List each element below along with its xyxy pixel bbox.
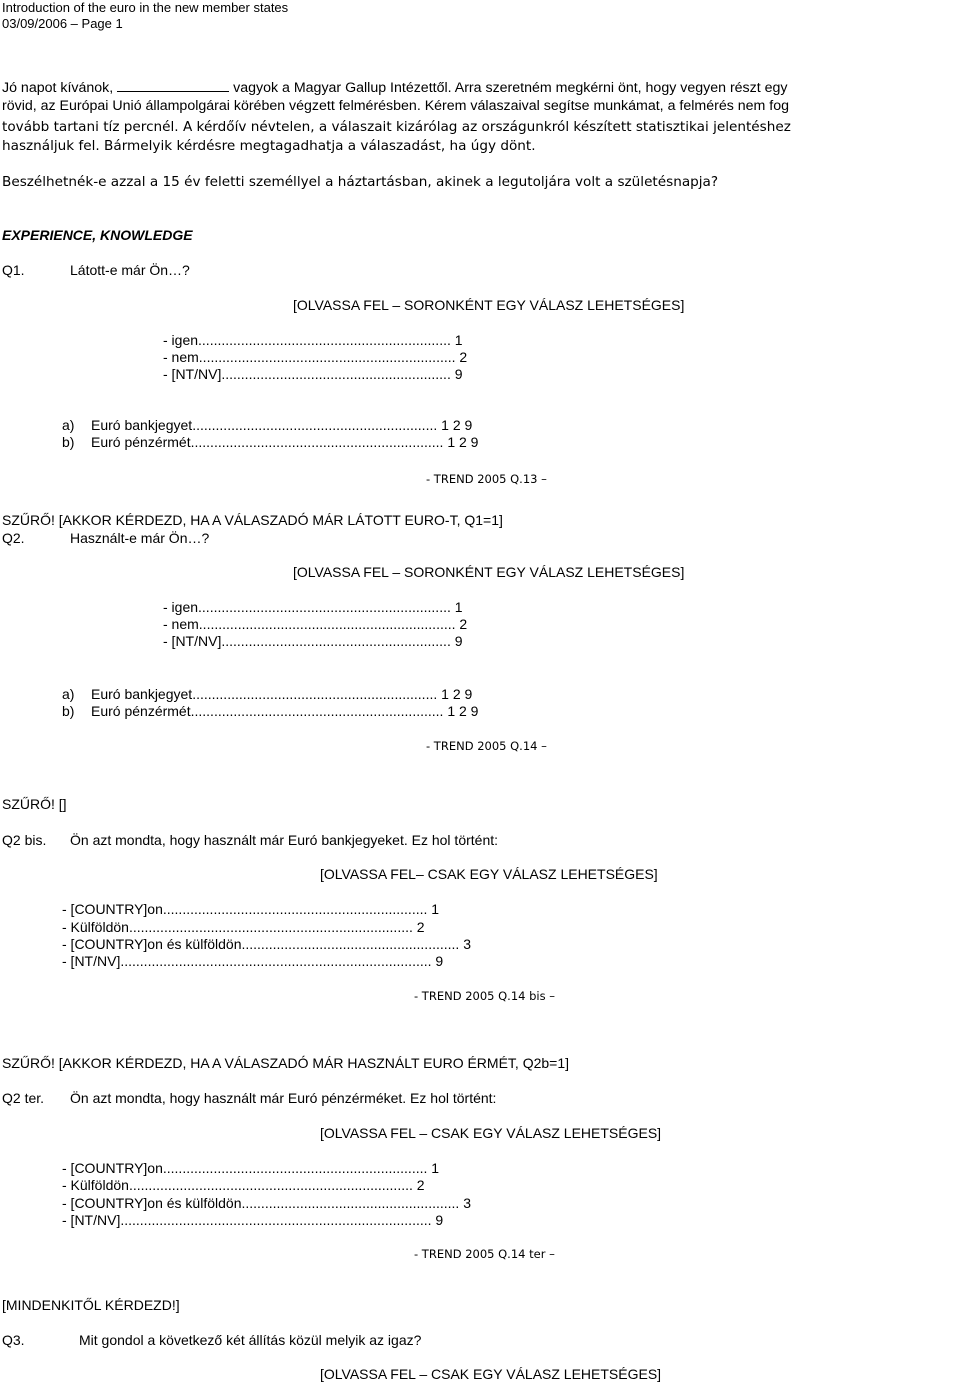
screener-question: Beszélhetnék-e azzal a 15 év feletti személlyel a háztartásban, akinek a legutoljára volt a születésnapja? [2,174,719,190]
q2ter-number: Q2 ter. [2,1090,45,1106]
q2bis-option-ntnv: - [NT/NV]................................................................................ 9 [62,953,444,969]
q2ter-option-ntnv: - [NT/NV]................................................................................ 9 [62,1212,444,1228]
greeting: Jó napot kívánok, [2,80,114,96]
q2ter-filter: SZŰRŐ! [AKKOR KÉRDEZD, HA A VÁLASZADÓ MÁR HASZNÁLT EURO ÉRMÉT, Q2b=1] [2,1055,570,1071]
ask-all-instruction: [MINDENKITŐL KÉRDEZD!] [2,1297,180,1313]
section-title: EXPERIENCE, KNOWLEDGE [2,227,193,243]
q2ter-option-country: - [COUNTRY]on.................................................................... 1 [62,1160,440,1176]
q2-trend: - TREND 2005 Q.14 – [426,739,547,753]
intro-line-1 [2,79,788,98]
intro-line-2: rövid, az Európai Unió állampolgárai körében végzett felmérésben. Kérem válaszaival segítse munkámat, a felmérés nem fog [2,98,790,114]
q2-option-nem: - nem.................................................................. 2 [163,616,468,632]
q2ter-instruction: [OLVASSA FEL – CSAK EGY VÁLASZ LEHETSÉGES] [320,1125,662,1141]
q2-number: Q2. [2,530,25,546]
q1-option-ntnv: - [NT/NV]........................................................... 9 [163,366,463,382]
document-title: Introduction of the euro in the new member states [2,0,289,15]
q2bis-number: Q2 bis. [2,832,47,848]
q2ter-option-abroad: - Külföldön......................................................................... 2 [62,1177,425,1193]
q1-number: Q1. [2,262,25,278]
q2-item-b: b) Euró pénzérmét................................................................. 1 2 9 [62,703,479,719]
q2ter-option-both: - [COUNTRY]on és külföldön........................................................ 3 [62,1195,471,1211]
q1-option-igen: - igen................................................................. 1 [163,332,463,348]
q2bis-option-country: - [COUNTRY]on.................................................................... 1 [62,901,440,917]
q2bis-instruction: [OLVASSA FEL– CSAK EGY VÁLASZ LEHETSÉGES] [320,866,658,882]
q2-item-a: a) Euró bankjegyet............................................................... 1 2 9 [62,686,473,702]
q2-option-igen: - igen................................................................. 1 [163,599,463,615]
q3-instruction: [OLVASSA FEL – CSAK EGY VÁLASZ LEHETSÉGES] [320,1366,662,1382]
q2-instruction: [OLVASSA FEL – SORONKÉNT EGY VÁLASZ LEHETSÉGES] [293,564,685,580]
q2-filter: SZŰRŐ! [AKKOR KÉRDEZD, HA A VÁLASZADÓ MÁR LÁTOTT EURO-T, Q1=1] [2,512,503,528]
q1-instruction: [OLVASSA FEL – SORONKÉNT EGY VÁLASZ LEHETSÉGES] [293,297,685,313]
intro-line-3: tovább tartani tíz percnél. A kérdőív névtelen, a válaszait kizárólag az országunkról készített statisztikai jelentéshez [2,119,791,135]
q3-text: Mit gondol a következő két állítás közül melyik az igaz? [79,1332,422,1348]
q2bis-text: Ön azt mondta, hogy használt már Euró bankjegyeket. Ez hol történt: [70,832,499,848]
intro-line-4: használjuk fel. Bármelyik kérdésre megtagadhatja a válaszadást, ha úgy dönt. [2,138,536,154]
q2bis-trend: - TREND 2005 Q.14 bis – [414,989,556,1003]
q1-item-a: a) Euró bankjegyet............................................................... 1 2 9 [62,417,473,433]
q3-number: Q3. [2,1332,25,1348]
q2bis-option-abroad: - Külföldön......................................................................... 2 [62,919,425,935]
q2ter-trend: - TREND 2005 Q.14 ter – [414,1247,555,1261]
q2-option-ntnv: - [NT/NV]........................................................... 9 [163,633,463,649]
q2bis-filter: SZŰRŐ! [] [2,796,67,812]
q1-trend: - TREND 2005 Q.13 – [426,472,547,486]
q1-text: Látott-e már Ön…? [70,262,190,278]
intro-line-1-rest: vagyok a Magyar Gallup Intézettől. Arra szeretném megkérni önt, hogy vegyen részt egy [233,80,788,96]
q2-text: Használt-e már Ön…? [70,530,210,546]
interviewer-name-blank [117,79,229,92]
q1-option-nem: - nem.................................................................. 2 [163,349,468,365]
q2bis-option-both: - [COUNTRY]on és külföldön........................................................ 3 [62,936,471,952]
date-page: 03/09/2006 – Page 1 [2,16,123,31]
q2ter-text: Ön azt mondta, hogy használt már Euró pénzérméket. Ez hol történt: [70,1090,497,1106]
q1-item-b: b) Euró pénzérmét................................................................. 1 2 9 [62,434,479,450]
